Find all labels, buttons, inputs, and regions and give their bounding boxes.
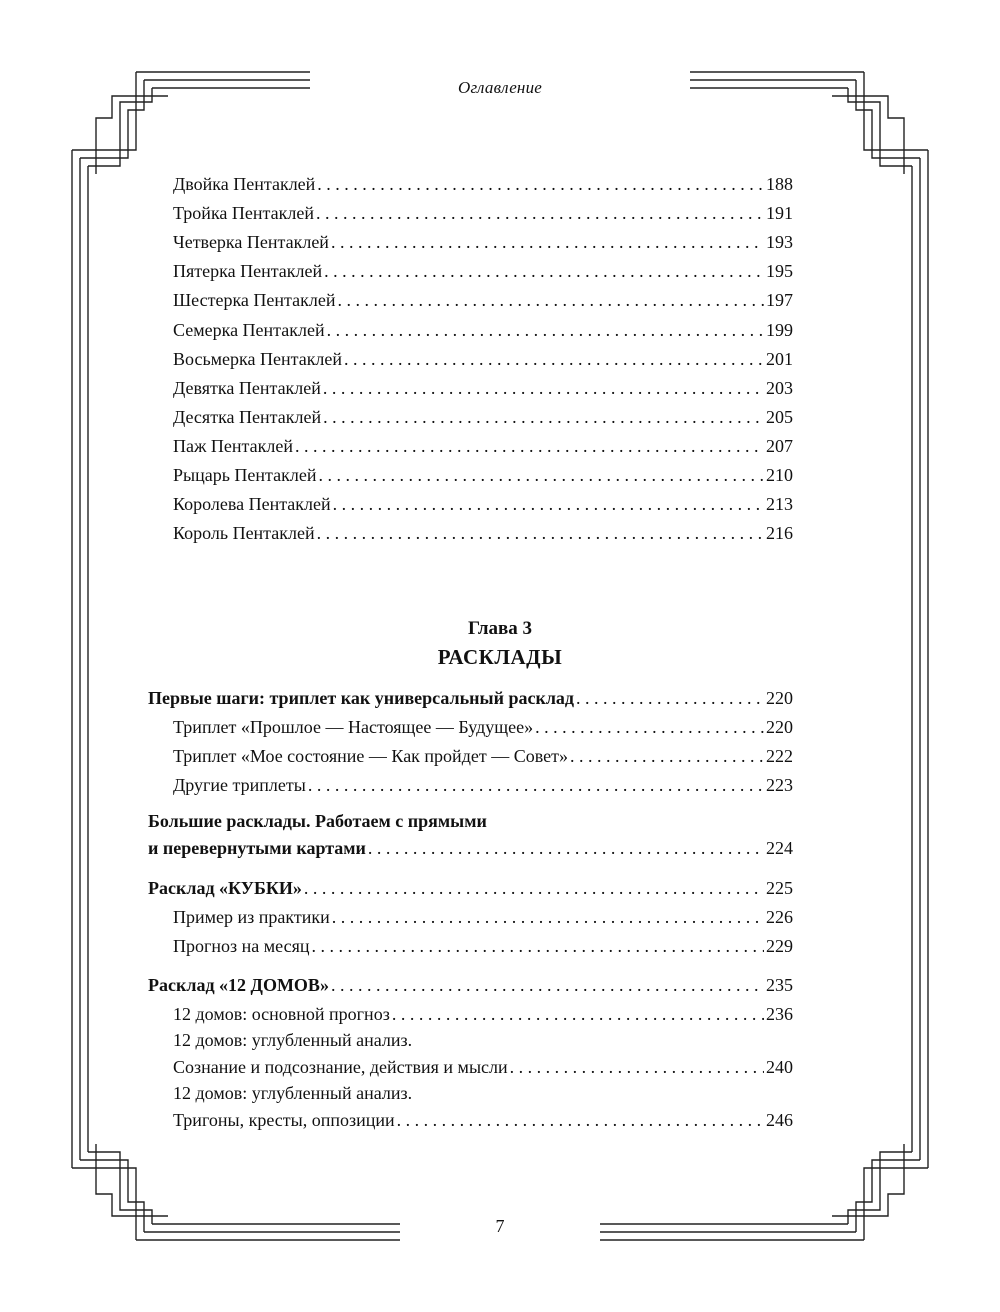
toc-entry: [148, 878, 793, 904]
toc-entry: [173, 746, 793, 772]
toc-entry-title: Двойка Пентаклей: [173, 174, 316, 194]
toc-entry-title: Прогноз на месяц: [173, 936, 310, 956]
toc-entry-title: Первые шаги: триплет как универсальный расклад: [148, 688, 575, 708]
toc-entry: [148, 975, 793, 1001]
dot-leader: [317, 174, 764, 195]
toc-entry: [173, 775, 793, 801]
dot-leader: [510, 1057, 764, 1078]
toc-entry-page: 207: [766, 435, 793, 456]
dot-leader: [317, 523, 764, 544]
toc-entry-title: Паж Пентаклей: [173, 435, 293, 456]
chapter-number: Глава 3: [467, 618, 533, 639]
toc-entry-page: 195: [766, 261, 793, 282]
toc-entry-page: 210: [766, 465, 793, 485]
chapter-title: РАСКЛАДЫ: [437, 645, 563, 669]
toc-entry-page: 222: [766, 746, 793, 766]
toc-entry-page: 224: [766, 838, 793, 858]
dot-leader: [327, 320, 764, 341]
toc-entry-page: 191: [766, 203, 793, 224]
toc-entry: [173, 378, 793, 404]
toc-entry: [173, 349, 793, 375]
toc-entry-page: 226: [766, 907, 793, 927]
toc-entry-title: Королева Пентаклей: [173, 494, 331, 515]
dot-leader: [323, 407, 764, 428]
toc-entry-page: 199: [766, 319, 793, 340]
toc-entry: [173, 1057, 793, 1083]
toc-entry-title: Пятерка Пентаклей: [173, 261, 323, 282]
toc-entry-page: 201: [766, 348, 793, 369]
toc-entry-title: Триплет «Прошлое — Настоящее — Будущее»: [173, 717, 534, 737]
toc-entry: [173, 1110, 793, 1136]
toc-entry-title: Тригоны, кресты, оппозиции: [173, 1110, 395, 1130]
toc-entry-title: Другие триплеты: [173, 775, 306, 795]
dot-leader: [576, 688, 764, 709]
toc-entry-title: Триплет «Мое состояние — Как пройдет — Совет»: [173, 746, 568, 766]
dot-leader: [324, 261, 764, 282]
toc-entry-title: Семерка Пентаклей: [173, 319, 325, 340]
toc-entry: [173, 290, 793, 316]
toc-entry: [173, 232, 793, 258]
toc-entry-title-line-1: Большие расклады. Работаем с прямыми: [148, 811, 487, 831]
toc-entry: [173, 1004, 793, 1030]
dot-leader: [318, 465, 764, 486]
dot-leader: [331, 232, 764, 253]
dot-leader: [392, 1004, 764, 1025]
dot-leader: [323, 378, 764, 399]
toc-entry-title: Четверка Пентаклей: [173, 232, 329, 253]
toc-entry-page: 205: [766, 406, 793, 427]
dot-leader: [337, 290, 764, 311]
dot-leader: [332, 907, 764, 928]
toc-entry-page: 220: [766, 717, 793, 737]
toc-entry-page: 236: [766, 1004, 793, 1024]
dot-leader: [331, 975, 764, 996]
dot-leader: [304, 878, 764, 899]
dot-leader: [570, 746, 764, 767]
dot-leader: [535, 717, 764, 738]
toc-entry-title: Девятка Пентаклей: [173, 377, 321, 398]
toc-entry: [173, 174, 793, 200]
toc-entry: [148, 688, 793, 714]
toc-entry-page: 220: [766, 688, 793, 708]
toc-entry: [148, 838, 793, 864]
dot-leader: [368, 838, 764, 859]
toc-entry-page: 240: [766, 1057, 793, 1077]
toc-entry-title-line-1: 12 домов: углубленный анализ.: [173, 1030, 413, 1050]
toc-entry-page: 225: [766, 878, 793, 898]
toc-entry-page: 216: [766, 523, 793, 544]
toc-entry-page: 229: [766, 936, 793, 956]
toc-entry: [173, 523, 793, 549]
toc-entry-title: Расклад «КУБКИ»: [148, 878, 302, 898]
toc-entry: [173, 717, 793, 743]
dot-leader: [333, 494, 764, 515]
toc-entry-title: Десятка Пентаклей: [173, 406, 322, 427]
toc-entry: [173, 261, 793, 287]
toc-entry-page: 197: [766, 290, 793, 311]
toc-entry-title: Расклад «12 ДОМОВ»: [148, 975, 329, 995]
toc-entry-title: Восьмерка Пентаклей: [173, 348, 343, 369]
toc-entry-page: 193: [766, 232, 793, 253]
toc-entry-title-line-1: 12 домов: углубленный анализ.: [173, 1083, 413, 1103]
toc-entry-page: 188: [766, 174, 793, 194]
toc-entry: [173, 203, 793, 229]
toc-entry-page: 246: [766, 1110, 793, 1130]
toc-entry: [173, 436, 793, 462]
dot-leader: [295, 436, 764, 457]
toc-entry: [173, 407, 793, 433]
toc-entry-page: 203: [766, 377, 793, 398]
dot-leader: [308, 775, 764, 796]
toc-entry: [173, 494, 793, 520]
toc-entry-title: Тройка Пентаклей: [173, 203, 314, 224]
dot-leader: [316, 203, 764, 224]
toc-entry-page: 213: [766, 494, 793, 515]
toc-entry-title: 12 домов: основной прогноз: [173, 1004, 390, 1024]
toc-entry: [173, 907, 793, 933]
toc-entry-title: и перевернутыми картами: [148, 838, 366, 858]
dot-leader: [344, 349, 764, 370]
toc-entry-title: Рыцарь Пентаклей: [173, 465, 317, 485]
toc-entry-page: 223: [766, 775, 793, 795]
toc-entry-title: Сознание и подсознание, действия и мысли: [173, 1057, 508, 1077]
toc-entry-page: 235: [766, 975, 793, 995]
toc-entry: [173, 936, 793, 962]
dot-leader: [397, 1110, 764, 1131]
toc-entry: [173, 465, 793, 491]
dot-leader: [311, 936, 764, 957]
toc-entry-title: Король Пентаклей: [173, 523, 315, 544]
page-number: 7: [495, 1216, 505, 1236]
toc-entry-title: Пример из практики: [173, 907, 330, 927]
toc-entry: [173, 320, 793, 346]
running-head: Оглавление: [457, 78, 543, 97]
toc-entry-title: Шестерка Пентаклей: [173, 290, 336, 311]
